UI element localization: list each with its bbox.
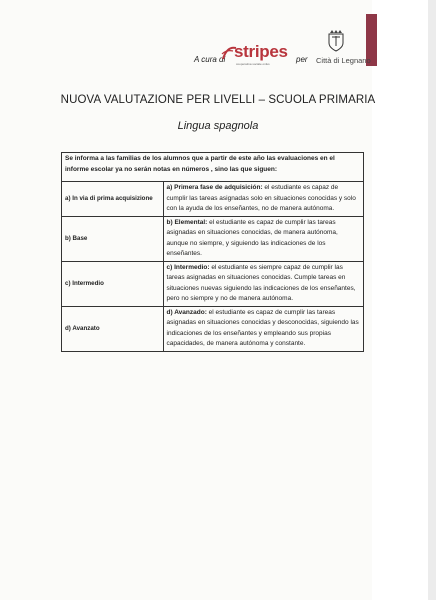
level-label: d) Avanzato: [62, 306, 164, 351]
description-body: el estudiante es capaz de cumplir las tareas asignadas solo en situaciones conocidas y solo con la ayuda de los enseñantes, no de manera autónoma.: [166, 184, 356, 213]
table-row: [62, 261, 364, 306]
table-intro-row: [62, 153, 364, 182]
level-label: c) Intermedio: [62, 261, 164, 306]
document-title: NUOVA VALUTAZIONE PER LIVELLI – SCUOLA PRIMARIA: [60, 94, 376, 106]
stripes-logo-text: stripes: [234, 42, 288, 61]
level-description: [163, 306, 363, 351]
level-description: [163, 261, 363, 306]
document-subtitle: Lingua spagnola: [177, 120, 259, 132]
city-crest-icon: [327, 30, 345, 52]
level-description: [163, 182, 363, 217]
description-body: el estudiante es siempre capaz de cumplir las tareas asignadas en situaciones conocidas. Cumple tareas en situaciones nuevas siguiendo las indicaciones de los enseñantes, pero no siempre y no de manera autónoma.: [166, 263, 356, 303]
stripes-logo-tagline: cooperativa sociale onlus: [236, 62, 270, 66]
page-margin-band: [372, 0, 436, 600]
table-intro-text: Se informa a las familias de los alumnos que a partir de este año las evaluaciones en el informe escolar ya no serán notas en números , sino las que siguen:: [62, 153, 364, 182]
description-body: el estudiante es capaz de cumplir las tareas asignadas en situaciones conocidas, de manera autónoma, aunque no siempre, y siguiendo las indicaciones de los enseñantes.: [166, 218, 338, 258]
description-body: el estudiante es capaz de cumplir las tareas asignadas en situaciones conocidas y desconocidas, siguiendo las indicaciones de los enseñantes y empleando sus propias capacidades, de manera autónoma y constante.: [166, 308, 359, 348]
evaluation-table: [61, 152, 364, 352]
per-label: per: [296, 55, 308, 64]
level-label: b) Base: [62, 216, 164, 261]
scan-edge: [428, 0, 436, 600]
table-row: [62, 182, 364, 217]
description-heading: d) Avanzado:: [166, 308, 207, 316]
description-heading: a) Primera fase de adquisición:: [166, 184, 263, 191]
city-name-label: Città di Legnano: [316, 56, 371, 65]
description-heading: b) Elemental:: [166, 218, 208, 226]
level-label: a) In via di prima acquisizione: [62, 182, 164, 217]
evaluation-table-container: [61, 152, 364, 352]
table-row: [62, 306, 364, 351]
description-heading: c) Intermedio:: [166, 263, 210, 271]
a-cura-di-label: A cura di: [194, 55, 226, 64]
table-row: [62, 216, 364, 261]
stripes-logo: [218, 42, 290, 68]
level-description: [163, 216, 363, 261]
